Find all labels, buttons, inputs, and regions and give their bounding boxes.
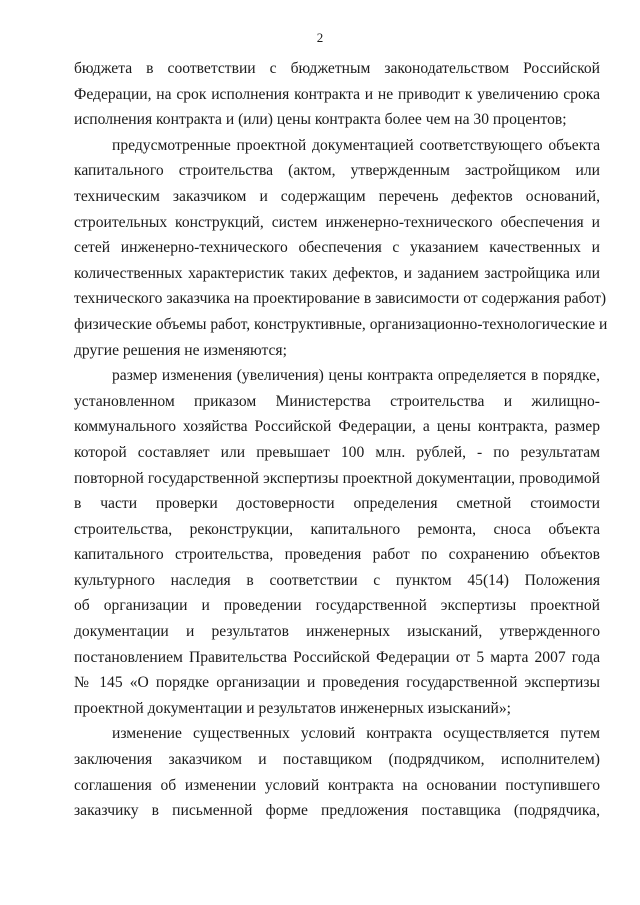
page-number: 2 bbox=[316, 30, 324, 45]
text-line: строительства, реконструкции, капитального ремонта, сноса объекта bbox=[74, 520, 600, 538]
text-line: физические объемы работ, конструктивные, организационно-технологические и bbox=[74, 315, 608, 333]
text-line: изменение существенных условий контракта осуществляется путем bbox=[112, 725, 600, 743]
text-line: № 145 «О порядке организации и проведения государственной экспертизы bbox=[74, 674, 600, 692]
text-line: культурного наследия в соответствии с пунктом 45(14) Положения bbox=[74, 571, 600, 589]
text-line: постановлением Правительства Российской Федерации от 5 марта 2007 года bbox=[74, 648, 600, 666]
paragraph bbox=[74, 56, 600, 133]
text-line: проектной документации и результатов инженерных изысканий»; bbox=[74, 699, 511, 717]
text-line: которой составляет или превышает 100 млн. рублей, - по результатам bbox=[74, 443, 600, 461]
text-line: исполнения контракта и (или) цены контракта более чем на 30 процентов; bbox=[74, 111, 567, 129]
text-line: другие решения не изменяются; bbox=[74, 341, 287, 359]
text-line: Федерации, на срок исполнения контракта и не приводит к увеличению срока bbox=[74, 85, 600, 103]
text-line: бюджета в соответствии с бюджетным законодательством Российской bbox=[74, 60, 600, 77]
paragraph bbox=[74, 363, 600, 721]
text-line: капитального строительства (актом, утвержденным застройщиком или bbox=[74, 162, 600, 180]
text-line: об организации и проведении государственной экспертизы проектной bbox=[74, 597, 600, 615]
text-line: сетей инженерно-технического обеспечения с указанием качественных и bbox=[74, 239, 600, 257]
text-line: установленном приказом Министерства строительства и жилищно- bbox=[74, 392, 600, 410]
text-line: повторной государственной экспертизы проектной документации, проводимой bbox=[74, 469, 600, 487]
text-line: коммунального хозяйства Российской Федерации, а цены контракта, размер bbox=[74, 418, 600, 436]
text-line: технического заказчика на проектирование в зависимости от содержания работ) bbox=[74, 290, 607, 308]
text-line: размер изменения (увеличения) цены контракта определяется в порядке, bbox=[112, 367, 600, 385]
text-line: техническим заказчиком и содержащим перечень дефектов оснований, bbox=[74, 187, 600, 205]
paragraph bbox=[74, 133, 608, 363]
text-line: количественных характеристик таких дефектов, и заданием застройщика или bbox=[74, 264, 600, 282]
text-line: заключения заказчиком и поставщиком (подрядчиком, исполнителем) bbox=[74, 751, 600, 769]
text-line: документации и результатов инженерных изысканий, утвержденного bbox=[74, 623, 600, 641]
paragraph bbox=[74, 721, 600, 823]
text-line: в части проверки достоверности определения сметной стоимости bbox=[74, 495, 600, 513]
text-line: предусмотренные проектной документацией соответствующего объекта bbox=[112, 136, 600, 154]
text-line: капитального строительства, проведения работ по сохранению объектов bbox=[74, 546, 600, 564]
document-body bbox=[74, 56, 608, 824]
text-line: соглашения об изменении условий контракта на основании поступившего bbox=[74, 776, 600, 794]
text-line: заказчику в письменной форме предложения поставщика (подрядчика, bbox=[74, 802, 600, 820]
text-line: строительных конструкций, систем инженерно-технического обеспечения и bbox=[74, 213, 600, 231]
